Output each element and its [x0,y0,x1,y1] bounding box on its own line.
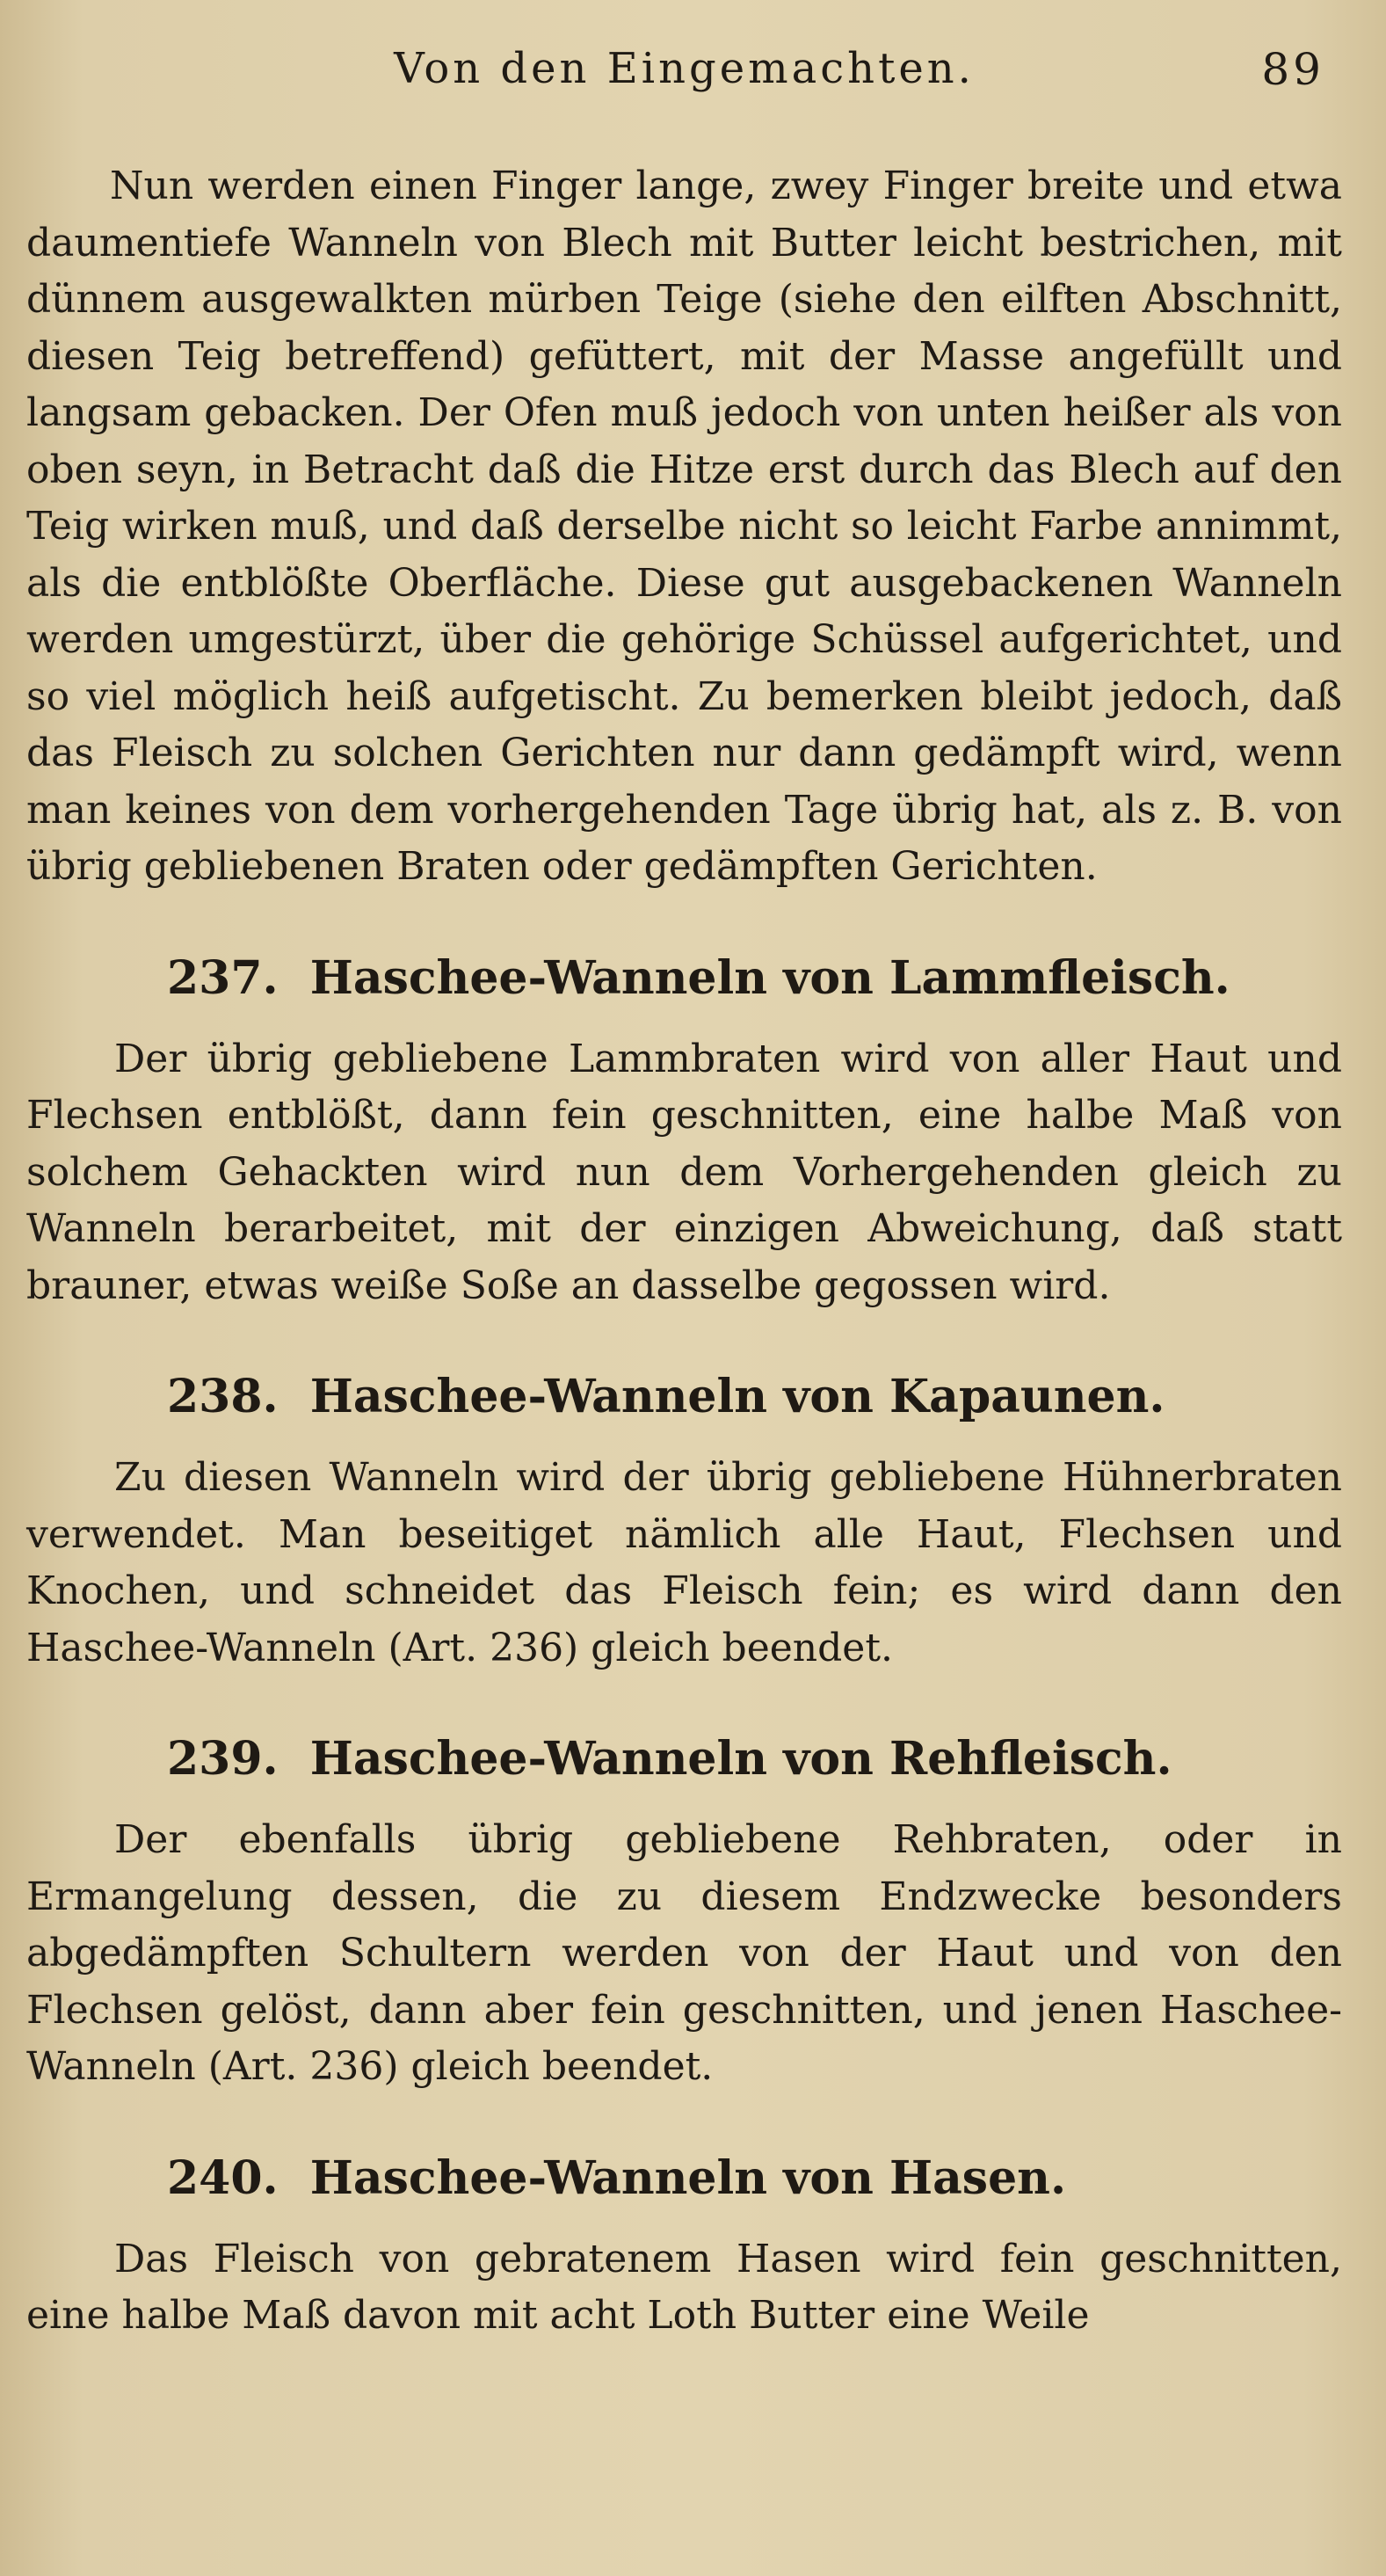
recipe-number: 239. [167,1732,279,1786]
recipe-heading [26,1731,1342,1787]
recipe-239 [26,1731,1342,2096]
recipe-237 [26,950,1342,1315]
recipe-title: Haschee-Wanneln von Lammfleisch. [309,950,1230,1005]
running-head: Von den Eingemachten. [394,44,975,93]
intro-paragraph: Nun werden einen Finger lange, zwey Finger breite und etwa daumentiefe Wanneln von Blech mit Butter leicht bestrichen, mit dünnem ausgewalkten mürben Teige (siehe den eilften Abschnitt, diesen Teig betreffend) gefüttert, mit der Masse angefüllt und langsam gebacken. Der Ofen muß jedoch von unten heißer als von oben seyn, in Betracht daß die Hitze erst durch das Blech auf den Teig wirken muß, und daß derselbe nicht so leicht Farbe annimmt, als die entblößte Oberfläche. Diese gut ausgebackenen Wanneln werden umgestürzt, über die gehörige Schüssel aufgerichtet, und so viel möglich heiß aufgetischt. Zu bemerken bleibt jedoch, daß das Fleisch zu solchen Gerichten nur dann gedämpft wird, wenn man keines von dem vorhergehenden Tage übrig hat, als z. B. von übrig gebliebenen Braten oder gedämpften Gerichten. [26,164,1342,889]
recipe-text: Der übrig gebliebene Lammbraten wird von aller Haut und Flechsen entblößt, dann fein geschnitten, eine halbe Maß von solchem Gehackten wird nun dem Vorhergehenden gleich zu Wanneln berarbeitet, mit der einzigen Abweichung, daß statt brauner, etwas weiße Soße an dasselbe gegossen wird. [26,1036,1342,1308]
recipe-number: 240. [167,2150,279,2205]
recipe-number: 238. [167,1370,279,1423]
recipe-title: Haschee-Wanneln von Hasen. [309,2150,1067,2205]
recipe-text: Der ebenfalls übrig gebliebene Rehbraten, oder in Ermangelung dessen, die zu diesem Endzwecke besonders abgedämpften Schultern werden von der Haut und von den Flechsen gelöst, dann aber fein geschnitten, und jenen Haschee-Wanneln (Art. 236) gleich beendet. [26,1817,1342,2089]
recipe-title: Haschee-Wanneln von Kapaunen. [309,1370,1165,1423]
recipe-title: Haschee-Wanneln von Rehfleisch. [309,1732,1172,1786]
recipe-240 [26,2150,1342,2345]
recipe-text: Zu diesen Wanneln wird der übrig gebliebene Hühnerbraten verwendet. Man beseitiget nämlich alle Haut, Flechsen und Knochen, und schneidet das Fleisch fein; es wird dann den Haschee-Wanneln (Art. 236) gleich beendet. [26,1455,1342,1670]
page-number: 89 [1261,44,1324,95]
recipe-heading [26,950,1342,1007]
recipe-heading [26,1369,1342,1425]
recipe-heading [26,2150,1342,2207]
page-header [26,35,1342,114]
recipe-238 [26,1369,1342,1677]
recipe-number: 237. [167,950,279,1005]
recipe-text: Das Fleisch von gebratenem Hasen wird fein geschnitten, eine halbe Maß davon mit acht Loth Butter eine Weile [26,2236,1342,2338]
